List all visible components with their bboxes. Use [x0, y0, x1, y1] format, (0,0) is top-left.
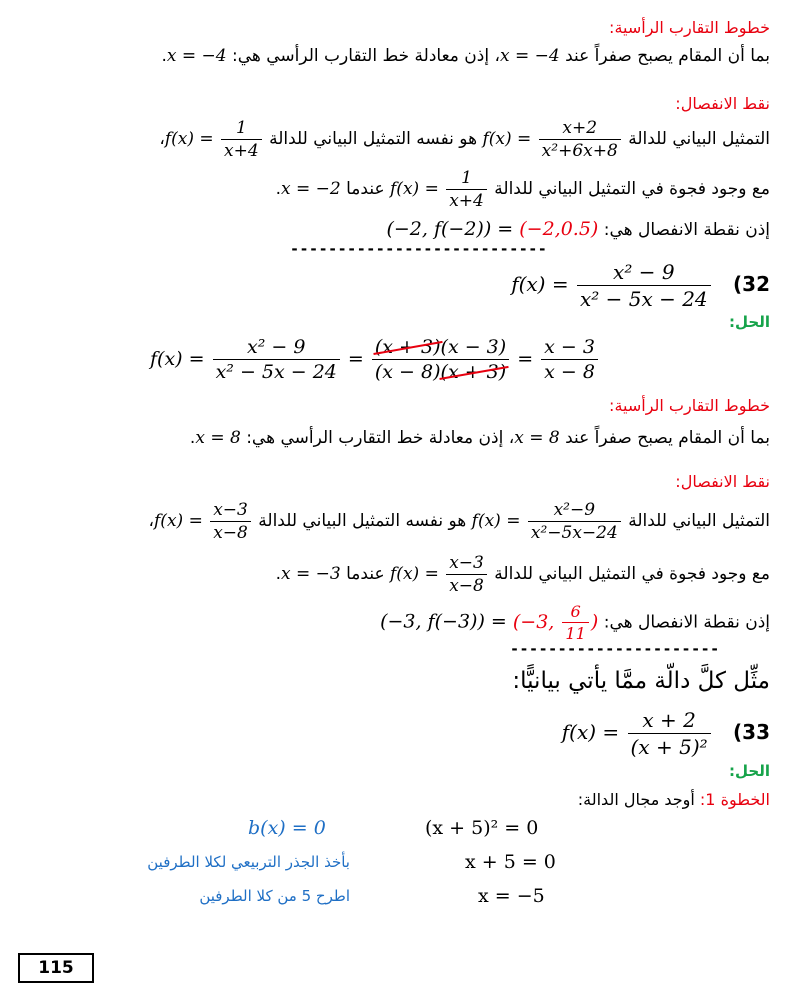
p32-discontinuity-heading: نقط الانفصال:	[675, 472, 770, 491]
p32-function: f(x) = $\frac{\text{x² − 9}}{\text{x² − 5x − 24}}$	[511, 272, 719, 296]
p32-graph-same: التمثيل البياني للدالة f(x) = $\frac{\text{x²−9}}{\text{x²−5x−24}}$ هو نفسه التمثيل البياني للدالة f(x) = $\frac{x-3}{x-8}$ ،	[148, 500, 770, 543]
p32-asymptote-sentence: بما أن المقام يصبح صفراً عند x = 8، إذن معادلة خط التقارب الرأسي هي: x = 8.	[189, 428, 770, 448]
p33-note-3: اطرح 5 من كلا الطرفين	[199, 887, 350, 905]
p33-solution-label: الحل:	[729, 762, 770, 780]
graph-each-heading: مثِّل كلَّ دالّة ممَّا يأتي بيانيًّا:	[512, 668, 770, 694]
p31-graph-same: التمثيل البياني للدالة f(x) = $\frac{x+2}{\text{x²+6x+8}}$ هو نفسه التمثيل البياني للدالة f(x) = $\frac{1}{x+4}$ ،	[159, 118, 770, 161]
p33-note-1: b(x) = 0	[248, 817, 326, 839]
separator-2: ----------------------	[510, 640, 720, 658]
p32-number: (32	[733, 272, 770, 296]
p33-number: (33	[733, 720, 770, 744]
p32-point-value: (−3, $\frac{6}{11}$ )	[512, 602, 599, 643]
vertical-asymptotes-heading: خطوط التقارب الرأسية:	[609, 18, 770, 37]
p31-point: إذن نقطة الانفصال هي: (−2, f(−2)) = (−2,0.5)	[386, 218, 770, 240]
separator-1: ---------------------------	[290, 240, 548, 258]
p31-gap: مع وجود فجوة في التمثيل البياني للدالة f(x) = $\frac{1}{x+4}$ عندما x = −2.	[275, 168, 770, 211]
p33-eq-1: (x + 5)² = 0	[425, 817, 539, 839]
p31-asymptote-sentence: بما أن المقام يصبح صفراً عند x = −4، إذن معادلة خط التقارب الرأسي هي: x = −4.	[161, 46, 770, 66]
p32-gap: مع وجود فجوة في التمثيل البياني للدالة f(x) = $\frac{x-3}{x-8}$ عندما x = −3.	[275, 553, 770, 596]
p33-step1	[578, 790, 770, 809]
p32-header	[511, 260, 770, 311]
p33-function: f(x) = $\frac{x + 2}{\text{(x + 5)²}}$	[562, 720, 719, 744]
p32-point: إذن نقطة الانفصال هي: (−3, f(−3)) = (−3, $\frac{6}{11}$ )	[380, 602, 770, 643]
p33-step1-label: الخطوة 1:	[699, 790, 770, 809]
p33-header	[562, 708, 770, 759]
p33-eq-2: x + 5 = 0	[465, 851, 556, 873]
p33-eq-3: x = −5	[478, 885, 545, 907]
p31-point-value: (−2,0.5)	[519, 218, 599, 240]
p32-factored: f(x) = $\frac{\text{x² − 9}}{\text{x² − 5x − 24}}$ = $\frac{(x + 3)(x - 3)}{(x - 8)(x + 3)}$ = $\frac{x - 3}{x - 8}$	[150, 336, 600, 383]
p33-step1-text: أوجد مجال الدالة:	[577, 790, 695, 809]
discontinuity-heading: نقط الانفصال:	[675, 94, 770, 113]
p32-solution-label: الحل:	[729, 313, 770, 331]
p32-asymptotes-heading: خطوط التقارب الرأسية:	[609, 396, 770, 415]
p33-note-2: بأخذ الجذر التربيعي لكلا الطرفين	[147, 853, 350, 871]
page-number: 115	[18, 953, 94, 983]
